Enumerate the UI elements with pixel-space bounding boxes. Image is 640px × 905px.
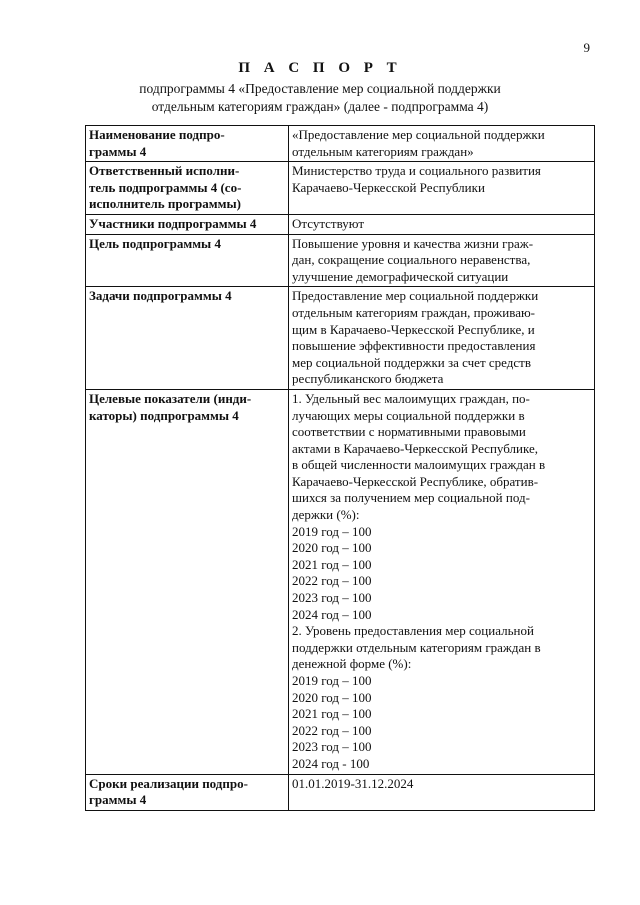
- table-row: [86, 214, 595, 234]
- row-label-line: Целевые показатели (инди-: [89, 390, 252, 406]
- table-row: [86, 774, 595, 810]
- row-value-line: 2022 год – 100: [292, 573, 372, 589]
- passport-table-body: [86, 126, 595, 811]
- row-value-cell: [289, 287, 595, 390]
- row-value-line: отдельным категориям граждан, проживаю-: [292, 304, 536, 320]
- row-value-line: 01.01.2019-31.12.2024: [292, 775, 414, 791]
- row-label-cell: [86, 214, 289, 234]
- row-value-line: 2024 год – 100: [292, 606, 372, 622]
- table-row: [86, 287, 595, 390]
- row-value-line: денежной форме (%):: [292, 656, 412, 672]
- row-value-line: Отсутствуют: [292, 215, 365, 231]
- row-value-line: отдельным категориям граждан»: [292, 143, 474, 159]
- row-value-cell: [289, 126, 595, 162]
- row-label-cell: [86, 162, 289, 215]
- row-label-line: Задачи подпрограммы 4: [89, 288, 232, 304]
- row-value-line: Министерство труда и социального развития: [292, 163, 541, 179]
- row-value-line: мер социальной поддержки за счет средств: [292, 354, 531, 370]
- row-value-line: 2022 год – 100: [292, 722, 372, 738]
- row-value-line: 2021 год – 100: [292, 556, 372, 572]
- row-value-line: «Предоставление мер социальной поддержки: [292, 127, 545, 142]
- row-label-line: Цель подпрограммы 4: [89, 235, 221, 251]
- row-label-cell: [86, 126, 289, 162]
- row-label-cell: [86, 774, 289, 810]
- row-value-line: 2021 год – 100: [292, 706, 372, 722]
- row-value-line: держки (%):: [292, 507, 360, 523]
- row-value-cell: [289, 162, 595, 215]
- document-title: П А С П О Р Т: [238, 60, 402, 76]
- row-value-line: республиканского бюджета: [292, 371, 444, 387]
- row-label-line: тель подпрограммы 4 (со-: [89, 179, 242, 195]
- table-row: [86, 126, 595, 162]
- row-label-cell: [86, 234, 289, 287]
- row-label-line: Участники подпрограммы 4: [89, 215, 257, 231]
- row-value-line: в общей численности малоимущих граждан в: [292, 457, 546, 473]
- row-value-cell: [289, 214, 595, 234]
- document-subtitle: [0, 80, 640, 116]
- row-value-line: Повышение уровня и качества жизни граж-: [292, 235, 534, 251]
- row-value-cell: [289, 774, 595, 810]
- row-label-line: исполнитель программы): [89, 196, 241, 212]
- subtitle-line: отдельным категориям граждан» (далее - подпрограмма 4): [151, 99, 489, 114]
- row-value-line: дан, сокращение социального неравенства,: [292, 252, 531, 268]
- table-row: [86, 389, 595, 774]
- passport-table: [85, 125, 595, 811]
- row-value-line: улучшение демографической ситуации: [292, 268, 509, 284]
- row-label-cell: [86, 389, 289, 774]
- row-value-line: поддержки отдельным категориям граждан в: [292, 639, 541, 655]
- row-label-line: каторы) подпрограммы 4: [89, 407, 239, 423]
- page-number: 9: [583, 40, 590, 55]
- row-value-line: 1. Удельный вес малоимущих граждан, по-: [292, 390, 530, 406]
- row-value-line: соответствии с нормативными правовыми: [292, 424, 526, 440]
- row-value-line: щим в Карачаево-Черкесской Республике, и: [292, 321, 535, 337]
- row-value-line: Предоставление мер социальной поддержки: [292, 288, 539, 304]
- table-row: [86, 234, 595, 287]
- row-value-line: 2020 год – 100: [292, 540, 372, 556]
- row-value-line: 2023 год – 100: [292, 590, 372, 606]
- row-value-line: 2024 год - 100: [292, 755, 370, 771]
- row-value-line: 2020 год – 100: [292, 689, 372, 705]
- row-value-line: актами в Карачаево-Черкесской Республике,: [292, 440, 538, 456]
- row-label-line: Ответственный исполни-: [89, 163, 240, 179]
- row-label-line: граммы 4: [89, 143, 147, 159]
- subtitle-line: подпрограммы 4 «Предоставление мер социальной поддержки: [139, 81, 501, 96]
- row-value-line: 2019 год – 100: [292, 673, 372, 688]
- row-value-line: повышение эффективности предоставления: [292, 338, 536, 354]
- row-label-line: Наименование подпро-: [89, 127, 225, 142]
- row-value-line: 2. Уровень предоставления мер социальной: [292, 623, 534, 639]
- table-row: [86, 162, 595, 215]
- row-label-line: Сроки реализации подпро-: [89, 775, 248, 791]
- row-value-line: 2019 год – 100: [292, 523, 372, 539]
- row-value-line: шихся за получением мер социальной под-: [292, 490, 530, 506]
- row-value-line: лучающих меры социальной поддержки в: [292, 407, 525, 423]
- row-value-line: Карачаево-Черкесской Республике, обратив-: [292, 473, 539, 489]
- row-value-line: 2023 год – 100: [292, 739, 372, 755]
- row-label-cell: [86, 287, 289, 390]
- row-value-cell: [289, 389, 595, 774]
- row-value-line: Карачаево-Черкесской Республики: [292, 179, 485, 195]
- row-value-cell: [289, 234, 595, 287]
- row-label-line: граммы 4: [89, 792, 147, 808]
